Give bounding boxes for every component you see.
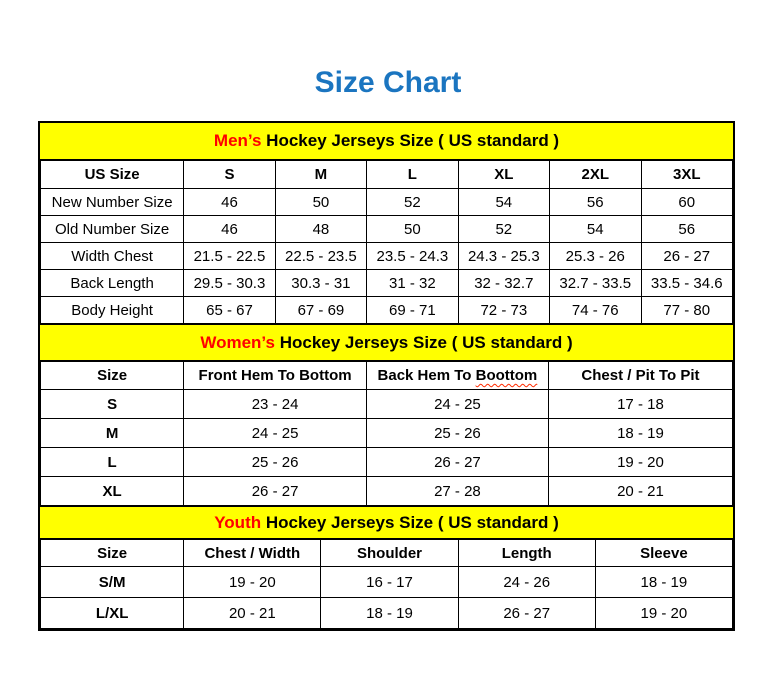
value-cell: 23 - 24 (184, 390, 367, 419)
value-cell: 24 - 25 (366, 390, 548, 419)
value-cell: 33.5 - 34.6 (641, 270, 733, 297)
value-cell: 56 (641, 216, 733, 243)
value-cell: 18 - 19 (548, 419, 732, 448)
value-cell: 20 - 21 (184, 598, 321, 629)
value-cell: 19 - 20 (548, 448, 732, 477)
value-cell: 31 - 32 (367, 270, 458, 297)
youth-size-table (40, 539, 733, 629)
youth-column-header: Shoulder (321, 540, 458, 567)
womens-column-header: Size (41, 362, 184, 390)
row-label: L (41, 448, 184, 477)
womens-header-row (41, 362, 733, 390)
mens-highlight-label: Men’s (213, 131, 262, 150)
value-cell: 50 (275, 189, 366, 216)
value-cell: 48 (275, 216, 366, 243)
value-cell: 74 - 76 (550, 297, 641, 324)
womens-table-row (41, 419, 733, 448)
mens-column-header: S (184, 161, 275, 189)
womens-column-header: Front Hem To Bottom (184, 362, 367, 390)
value-cell: 69 - 71 (367, 297, 458, 324)
womens-highlight-label: Women’s (200, 332, 275, 352)
mens-table-row (41, 243, 733, 270)
mens-column-header: XL (458, 161, 549, 189)
value-cell: 29.5 - 30.3 (184, 270, 275, 297)
value-cell: 52 (367, 189, 458, 216)
value-cell: 25 - 26 (366, 419, 548, 448)
mens-column-header: US Size (41, 161, 184, 189)
value-cell: 24.3 - 25.3 (458, 243, 549, 270)
womens-section (40, 324, 733, 506)
youth-column-header: Length (458, 540, 595, 567)
value-cell: 24 - 25 (184, 419, 367, 448)
womens-table-row (41, 477, 733, 506)
mens-column-header: 2XL (550, 161, 641, 189)
value-cell: 65 - 67 (184, 297, 275, 324)
mens-table-row (41, 297, 733, 324)
value-cell: 46 (184, 189, 275, 216)
row-label: Body Height (41, 297, 184, 324)
womens-table-row (41, 448, 733, 477)
value-cell: 77 - 80 (641, 297, 733, 324)
value-cell: 54 (550, 216, 641, 243)
youth-highlight-label: Youth (214, 512, 262, 532)
mens-size-table (40, 160, 733, 324)
row-label: Old Number Size (41, 216, 184, 243)
youth-column-header: Chest / Width (184, 540, 321, 567)
mens-table-row (41, 216, 733, 243)
youth-section-header (40, 506, 733, 539)
womens-table-row (41, 390, 733, 419)
value-cell: 56 (550, 189, 641, 216)
value-cell: 27 - 28 (366, 477, 548, 506)
row-label: XL (41, 477, 184, 506)
womens-size-table (40, 361, 733, 506)
value-cell: 26 - 27 (184, 477, 367, 506)
mens-header-text: Hockey Jerseys Size ( US standard ) (261, 131, 560, 150)
row-label: S (41, 390, 184, 419)
mens-column-header: M (275, 161, 366, 189)
page-title: Size Chart (314, 66, 462, 99)
value-cell: 46 (184, 216, 275, 243)
value-cell: 30.3 - 31 (275, 270, 366, 297)
mens-section (40, 123, 733, 324)
value-cell: 72 - 73 (458, 297, 549, 324)
youth-table-row (41, 598, 733, 629)
youth-section (40, 506, 733, 629)
value-cell: 26 - 27 (458, 598, 595, 629)
size-chart-tables (38, 121, 735, 631)
row-label: Back Length (41, 270, 184, 297)
value-cell: 25 - 26 (184, 448, 367, 477)
row-label: S/M (41, 567, 184, 598)
value-cell: 25.3 - 26 (550, 243, 641, 270)
mens-section-header (40, 123, 733, 160)
row-label: L/XL (41, 598, 184, 629)
youth-header-row (41, 540, 733, 567)
value-cell: 32.7 - 33.5 (550, 270, 641, 297)
row-label: M (41, 419, 184, 448)
value-cell: 52 (458, 216, 549, 243)
youth-column-header: Sleeve (595, 540, 732, 567)
value-cell: 23.5 - 24.3 (367, 243, 458, 270)
value-cell: 26 - 27 (641, 243, 733, 270)
value-cell: 24 - 26 (458, 567, 595, 598)
womens-section-header (40, 324, 733, 361)
value-cell: 22.5 - 23.5 (275, 243, 366, 270)
value-cell: 20 - 21 (548, 477, 732, 506)
womens-column-header (366, 362, 548, 390)
value-cell: 26 - 27 (366, 448, 548, 477)
mens-column-header: 3XL (641, 161, 733, 189)
value-cell: 18 - 19 (321, 598, 458, 629)
womens-header-text: Hockey Jerseys Size ( US standard ) (274, 332, 573, 352)
mens-table-row (41, 189, 733, 216)
value-cell: 32 - 32.7 (458, 270, 549, 297)
mens-header-row (41, 161, 733, 189)
mens-table-row (41, 270, 733, 297)
womens-column-header: Chest / Pit To Pit (548, 362, 732, 390)
value-cell: 18 - 19 (595, 567, 732, 598)
value-cell: 21.5 - 22.5 (184, 243, 275, 270)
row-label: New Number Size (41, 189, 184, 216)
mens-column-header: L (367, 161, 458, 189)
value-cell: 19 - 20 (595, 598, 732, 629)
youth-column-header: Size (41, 540, 184, 567)
value-cell: 67 - 69 (275, 297, 366, 324)
row-label: Width Chest (41, 243, 184, 270)
youth-table-row (41, 567, 733, 598)
value-cell: 16 - 17 (321, 567, 458, 598)
misspelled-word: Boottom (475, 367, 538, 384)
header-text: Back Hem To (377, 367, 476, 384)
value-cell: 17 - 18 (548, 390, 732, 419)
value-cell: 54 (458, 189, 549, 216)
value-cell: 50 (367, 216, 458, 243)
youth-header-text: Hockey Jerseys Size ( US standard ) (261, 512, 559, 532)
value-cell: 60 (641, 189, 733, 216)
value-cell: 19 - 20 (184, 567, 321, 598)
